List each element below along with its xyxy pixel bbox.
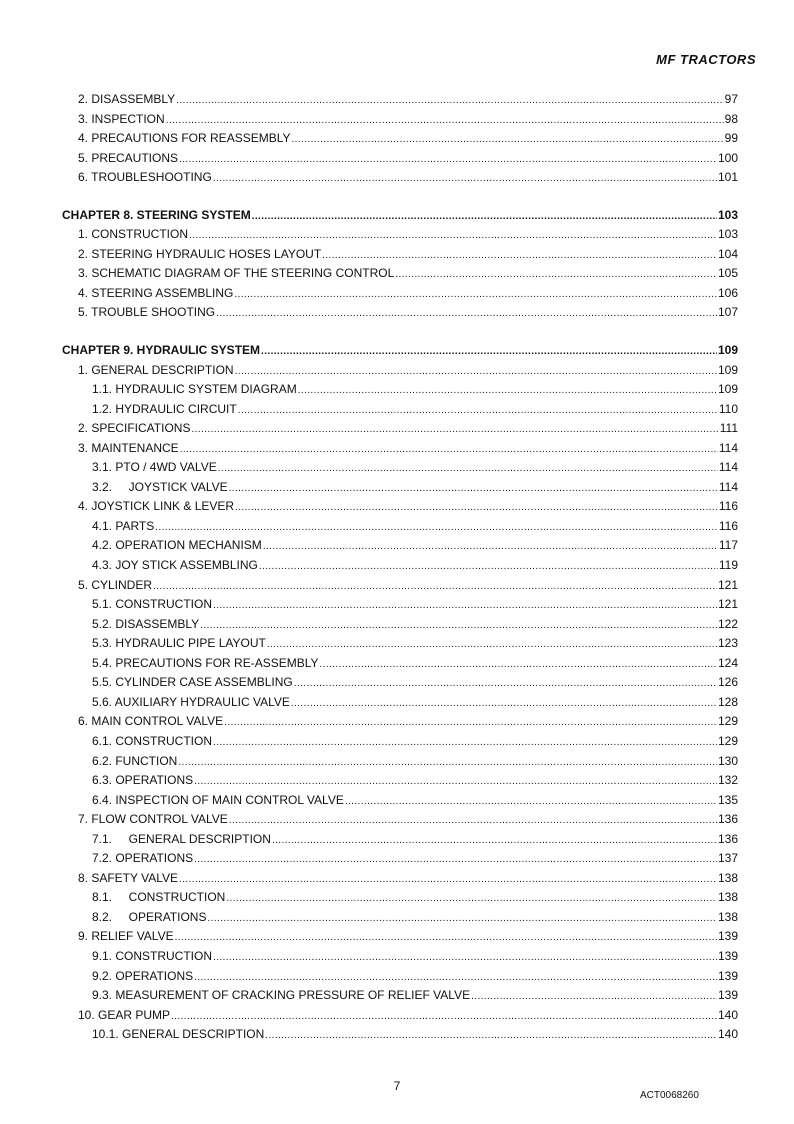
toc-entry-page: 110 <box>718 401 738 416</box>
dot-leader <box>292 129 724 150</box>
toc-entry-page: 140 <box>717 1027 738 1042</box>
dot-leader <box>179 149 717 170</box>
toc-entry-row[interactable] <box>62 284 738 304</box>
toc-entry-title: 3. MAINTENANCE <box>78 440 179 455</box>
toc-entry-page: 136 <box>717 831 738 846</box>
document-header: MF TRACTORS <box>656 52 756 67</box>
toc-entry-page: 136 <box>717 812 738 827</box>
toc-entry-page: 130 <box>717 753 738 768</box>
dot-leader <box>229 478 718 499</box>
toc-entry-row[interactable] <box>62 634 738 654</box>
dot-leader <box>155 517 718 538</box>
dot-leader <box>291 693 717 714</box>
toc-entry-page: 138 <box>717 890 738 905</box>
toc-entry-page: 138 <box>717 870 738 885</box>
toc-entry-page: 101 <box>717 170 738 185</box>
dot-leader <box>238 400 718 421</box>
toc-entry-row[interactable] <box>62 380 738 400</box>
toc-entry-title: 9.1. CONSTRUCTION <box>92 948 213 963</box>
toc-entry-title: 7.1. GENERAL DESCRIPTION <box>92 831 271 846</box>
toc-entry-title: 2. DISASSEMBLY <box>78 92 176 106</box>
toc-entry-page: 107 <box>717 305 738 320</box>
toc-entry-row[interactable] <box>62 1025 738 1045</box>
toc-entry-row[interactable] <box>62 752 738 772</box>
dot-leader <box>294 673 717 694</box>
toc-entry-page: 121 <box>717 577 738 592</box>
toc-entry-row[interactable] <box>62 536 738 556</box>
dot-leader <box>229 810 717 831</box>
toc-entry-title: CHAPTER 9. HYDRAULIC SYSTEM <box>62 343 261 358</box>
dot-leader <box>263 536 718 557</box>
toc-entry-title: 5.6. AUXILIARY HYDRAULIC VALVE <box>92 694 290 709</box>
toc-entry-row[interactable] <box>62 927 738 947</box>
table-of-contents <box>62 90 738 1045</box>
toc-entry-page: 132 <box>717 773 738 788</box>
toc-entry-page: 98 <box>724 111 738 126</box>
toc-entry-row[interactable] <box>62 908 738 928</box>
toc-entry-page: 114 <box>718 460 738 475</box>
toc-entry-title: 3. INSPECTION <box>78 111 165 126</box>
dot-leader <box>345 791 717 812</box>
toc-entry-row[interactable] <box>62 576 738 596</box>
toc-entry-row[interactable] <box>62 693 738 713</box>
dot-leader <box>194 849 717 870</box>
toc-entry-title: 4.1. PARTS <box>92 518 155 533</box>
toc-entry-title: 9.2. OPERATIONS <box>92 968 194 983</box>
toc-entry-page: 97 <box>724 92 738 106</box>
toc-entry-row[interactable] <box>62 303 738 323</box>
dot-leader <box>189 225 717 246</box>
toc-entry-row[interactable] <box>62 595 738 615</box>
toc-entry-row[interactable] <box>62 478 738 498</box>
dot-leader <box>166 110 724 131</box>
toc-entry-page: 121 <box>717 597 738 612</box>
dot-leader <box>178 752 717 773</box>
toc-entry-row[interactable] <box>62 419 738 439</box>
dot-leader <box>207 908 716 929</box>
dot-leader <box>259 556 718 577</box>
toc-entry-title: 6.4. INSPECTION OF MAIN CONTROL VALVE <box>92 792 344 807</box>
toc-entry-page: 139 <box>717 968 738 983</box>
dot-leader <box>265 1025 717 1046</box>
dot-leader <box>298 380 717 401</box>
dot-leader <box>216 303 717 324</box>
toc-entry-title: 4.3. JOY STICK ASSEMBLING <box>92 558 258 573</box>
toc-entry-page: 99 <box>724 131 738 146</box>
toc-entry-title: 2. SPECIFICATIONS <box>78 421 191 436</box>
dot-leader <box>261 341 717 362</box>
toc-entry-row[interactable] <box>62 400 738 420</box>
toc-entry-title: 5. PRECAUTIONS <box>78 150 179 165</box>
toc-entry-page: 137 <box>717 851 738 866</box>
toc-entry-page: 126 <box>717 675 738 690</box>
toc-entry-page: 129 <box>717 733 738 748</box>
dot-leader <box>234 284 717 305</box>
dot-leader <box>226 888 717 909</box>
toc-entry-title: 10. GEAR PUMP <box>78 1007 171 1022</box>
toc-entry-row[interactable] <box>62 1006 738 1026</box>
toc-entry-title: 3.1. PTO / 4WD VALVE <box>92 460 217 475</box>
dot-leader <box>235 361 717 382</box>
dot-leader <box>213 732 717 753</box>
dot-leader <box>213 595 717 616</box>
toc-entry-page: 109 <box>717 343 738 358</box>
toc-entry-page: 114 <box>718 440 738 455</box>
toc-entry-title: 1.1. HYDRAULIC SYSTEM DIAGRAM <box>92 382 297 397</box>
toc-entry-title: 5.3. HYDRAULIC PIPE LAYOUT <box>92 636 266 651</box>
toc-entry-row[interactable] <box>62 810 738 830</box>
toc-entry-page: 122 <box>717 616 738 631</box>
toc-entry-title: 8.1. CONSTRUCTION <box>92 890 226 905</box>
dot-leader <box>272 830 717 851</box>
toc-entry-page: 135 <box>717 792 738 807</box>
toc-entry-title: 8.2. OPERATIONS <box>92 909 207 924</box>
toc-entry-title: 8. SAFETY VALVE <box>78 870 179 885</box>
toc-entry-title: 6.3. OPERATIONS <box>92 773 194 788</box>
toc-entry-row[interactable] <box>62 168 738 188</box>
toc-entry-page: 105 <box>717 266 738 281</box>
toc-entry-page: 109 <box>717 382 738 397</box>
section-spacer <box>62 188 738 206</box>
toc-entry-row[interactable] <box>62 615 738 635</box>
toc-entry-row[interactable] <box>62 732 738 752</box>
dot-leader <box>224 712 717 733</box>
toc-entry-title: 6.1. CONSTRUCTION <box>92 733 213 748</box>
toc-entry-row[interactable] <box>62 497 738 517</box>
toc-entry-page: 109 <box>717 362 738 377</box>
toc-entry-row[interactable] <box>62 517 738 537</box>
document-code: ACT0068260 <box>640 1090 699 1101</box>
toc-entry-row[interactable] <box>62 771 738 791</box>
toc-entry-title: 4. JOYSTICK LINK & LEVER <box>78 499 235 514</box>
toc-entry-title: 6. MAIN CONTROL VALVE <box>78 714 224 729</box>
toc-entry-title: 3. SCHEMATIC DIAGRAM OF THE STEERING CONTROL <box>78 266 395 281</box>
toc-entry-page: 117 <box>718 538 738 553</box>
toc-entry-title: 4. STEERING ASSEMBLING <box>78 285 234 300</box>
toc-entry-row[interactable] <box>62 791 738 811</box>
toc-entry-row[interactable] <box>62 967 738 987</box>
toc-entry-title: 5.1. CONSTRUCTION <box>92 597 213 612</box>
toc-entry-row[interactable] <box>62 264 738 284</box>
toc-entry-page: 106 <box>717 285 738 300</box>
toc-entry-title: 5. CYLINDER <box>78 577 153 592</box>
dot-leader <box>191 419 718 440</box>
toc-entry-page: 111 <box>719 421 738 436</box>
toc-entry-page: 124 <box>717 655 738 670</box>
toc-entry-title: 9.3. MEASUREMENT OF CRACKING PRESSURE OF RELIEF VALVE <box>92 988 471 1003</box>
toc-entry-title: 6. TROUBLESHOOTING <box>78 170 212 185</box>
toc-entry-row[interactable] <box>62 849 738 869</box>
toc-entry-page: 129 <box>717 714 738 729</box>
toc-entry-page: 103 <box>717 227 738 242</box>
toc-entry-page: 104 <box>717 246 738 261</box>
dot-leader <box>213 947 717 968</box>
toc-entry-row[interactable] <box>62 986 738 1006</box>
toc-entry-row[interactable] <box>62 888 738 908</box>
toc-entry-title: 5.5. CYLINDER CASE ASSEMBLING <box>92 675 293 690</box>
toc-chapter-row[interactable] <box>62 206 738 226</box>
toc-entry-row[interactable] <box>62 869 738 889</box>
dot-leader <box>322 245 717 266</box>
toc-entry-page: 123 <box>717 636 738 651</box>
toc-entry-title: 1.2. HYDRAULIC CIRCUIT <box>92 401 237 416</box>
toc-entry-title: 5.2. DISASSEMBLY <box>92 616 200 631</box>
dot-leader <box>213 168 717 189</box>
toc-entry-row[interactable] <box>62 90 738 110</box>
toc-chapter-row[interactable] <box>62 341 738 361</box>
toc-entry-page: 119 <box>718 558 738 573</box>
page-number: 7 <box>393 1079 401 1093</box>
toc-entry-row[interactable] <box>62 458 738 478</box>
toc-entry-row[interactable] <box>62 712 738 732</box>
toc-entry-row[interactable] <box>62 439 738 459</box>
toc-entry-page: 100 <box>717 150 738 165</box>
toc-entry-page: 138 <box>717 909 738 924</box>
toc-entry-title: 3.2. JOYSTICK VALVE <box>92 479 228 494</box>
toc-entry-page: 139 <box>717 948 738 963</box>
toc-entry-title: 7.2. OPERATIONS <box>92 851 194 866</box>
toc-entry-page: 114 <box>718 479 738 494</box>
toc-entry-title: 6.2. FUNCTION <box>92 753 178 768</box>
toc-entry-page: 116 <box>718 499 738 514</box>
dot-leader <box>176 90 723 111</box>
toc-entry-row[interactable] <box>62 947 738 967</box>
section-spacer <box>62 323 738 341</box>
toc-entry-title: 7. FLOW CONTROL VALVE <box>78 812 228 827</box>
toc-entry-title: 10.1. GENERAL DESCRIPTION <box>92 1027 265 1042</box>
dot-leader <box>200 615 717 636</box>
dot-leader <box>235 497 718 518</box>
dot-leader <box>171 1006 717 1027</box>
toc-entry-title: 4. PRECAUTIONS FOR REASSEMBLY <box>78 131 291 146</box>
dot-leader <box>267 634 717 655</box>
dot-leader <box>320 654 717 675</box>
dot-leader <box>471 986 717 1007</box>
toc-entry-row[interactable] <box>62 556 738 576</box>
dot-leader <box>194 967 717 988</box>
dot-leader <box>218 458 718 479</box>
toc-entry-title: CHAPTER 8. STEERING SYSTEM <box>62 207 251 222</box>
toc-entry-row[interactable] <box>62 673 738 693</box>
toc-entry-row[interactable] <box>62 654 738 674</box>
toc-entry-row[interactable] <box>62 245 738 265</box>
dot-leader <box>252 206 717 227</box>
toc-entry-row[interactable] <box>62 110 738 130</box>
dot-leader <box>194 771 717 792</box>
dot-leader <box>175 927 717 948</box>
toc-entry-title: 5.4. PRECAUTIONS FOR RE-ASSEMBLY <box>92 655 319 670</box>
dot-leader <box>180 439 718 460</box>
toc-entry-page: 128 <box>717 694 738 709</box>
toc-entry-row[interactable] <box>62 830 738 850</box>
dot-leader <box>395 264 717 285</box>
toc-entry-page: 116 <box>718 518 738 533</box>
dot-leader <box>179 869 717 890</box>
toc-entry-page: 140 <box>717 1007 738 1022</box>
toc-entry-page: 103 <box>717 207 738 222</box>
toc-entry-title: 5. TROUBLE SHOOTING <box>78 305 216 320</box>
toc-entry-title: 9. RELIEF VALVE <box>78 929 174 944</box>
toc-entry-page: 139 <box>717 929 738 944</box>
toc-entry-title: 1. GENERAL DESCRIPTION <box>78 362 234 377</box>
toc-entry-title: 4.2. OPERATION MECHANISM <box>92 538 262 553</box>
toc-entry-title: 1. CONSTRUCTION <box>78 227 189 242</box>
toc-entry-row[interactable] <box>62 129 738 149</box>
dot-leader <box>153 576 717 597</box>
toc-entry-page: 139 <box>717 988 738 1003</box>
toc-entry-title: 2. STEERING HYDRAULIC HOSES LAYOUT <box>78 246 322 261</box>
toc-entry-row[interactable] <box>62 225 738 245</box>
toc-entry-row[interactable] <box>62 361 738 381</box>
toc-entry-row[interactable] <box>62 149 738 169</box>
